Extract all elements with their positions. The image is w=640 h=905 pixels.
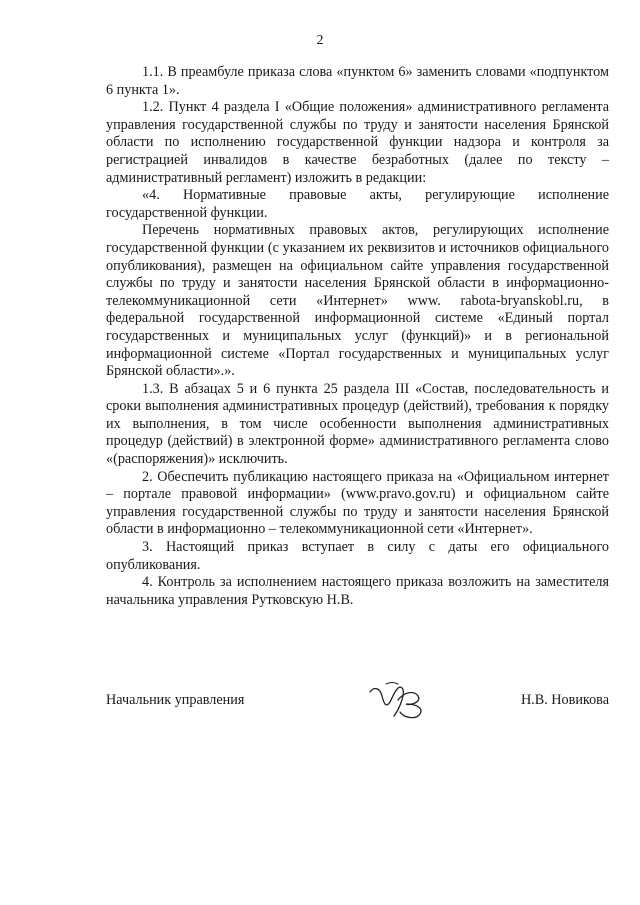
page-number: 2	[316, 33, 324, 48]
signer-name: Н.В. Новикова	[520, 692, 609, 708]
signature-block	[106, 678, 609, 738]
document-body	[106, 64, 609, 609]
paragraph-3: 3. Настоящий приказ вступает в силу с даты его официального опубликования.	[106, 539, 609, 573]
signer-title: Начальник управления	[106, 692, 245, 708]
handwritten-signature	[364, 678, 434, 722]
paragraph-1-3: 1.3. В абзацах 5 и 6 пункта 25 раздела III «Состав, последовательность и сроки выполнения административных процедур (действий), требования к порядку их выполнения, в том числе особенности выполнения административных процедур (действий) в электронной форме» административного регламента слово «(распоряжения)» исключить.	[106, 380, 609, 468]
paragraph-quote-4: «4. Нормативные правовые акты, регулирующие исполнение государственной функции.	[106, 187, 609, 221]
paragraph-4: 4. Контроль за исполнением настоящего приказа возложить на заместителя начальника управления Рутковскую Н.В.	[106, 574, 609, 608]
paragraph-1-2: 1.2. Пункт 4 раздела I «Общие положения» административного регламента управления государственной службы по труду и занятости населения Брянской области по исполнению государственной функции надзора и контроля за регистрацией инвалидов в качестве безработных (далее по тексту – административный регламент) изложить в редакции:	[106, 99, 609, 186]
paragraph-list-of-acts: Перечень нормативных правовых актов, регулирующих исполнение государственной функции (с указанием их реквизитов и источников официального опубликования), размещен на официальном сайте управления государственной службы по труду и занятости населения Брянской области в информационно-телекоммуникационной сети «Интернет» www. rabota-bryanskobl.ru, в федеральной государственной информационной системе «Единый портал государственных и муниципальных услуг (функций)» и в региональной информационной системе «Портал государственных и муниципальных услуг Брянской области».».	[106, 222, 609, 380]
paragraph-1-1: 1.1. В преамбуле приказа слова «пунктом 6» заменить словами «подпунктом 6 пункта 1».	[106, 64, 609, 98]
paragraph-2: 2. Обеспечить публикацию настоящего приказа на «Официальном интернет – портале правовой информации» (www.pravo.gov.ru) и официальном сайте управления государственной службы по труду и занятости населения Брянской области в информационно – телекоммуникационной сети «Интернет».	[106, 468, 609, 538]
